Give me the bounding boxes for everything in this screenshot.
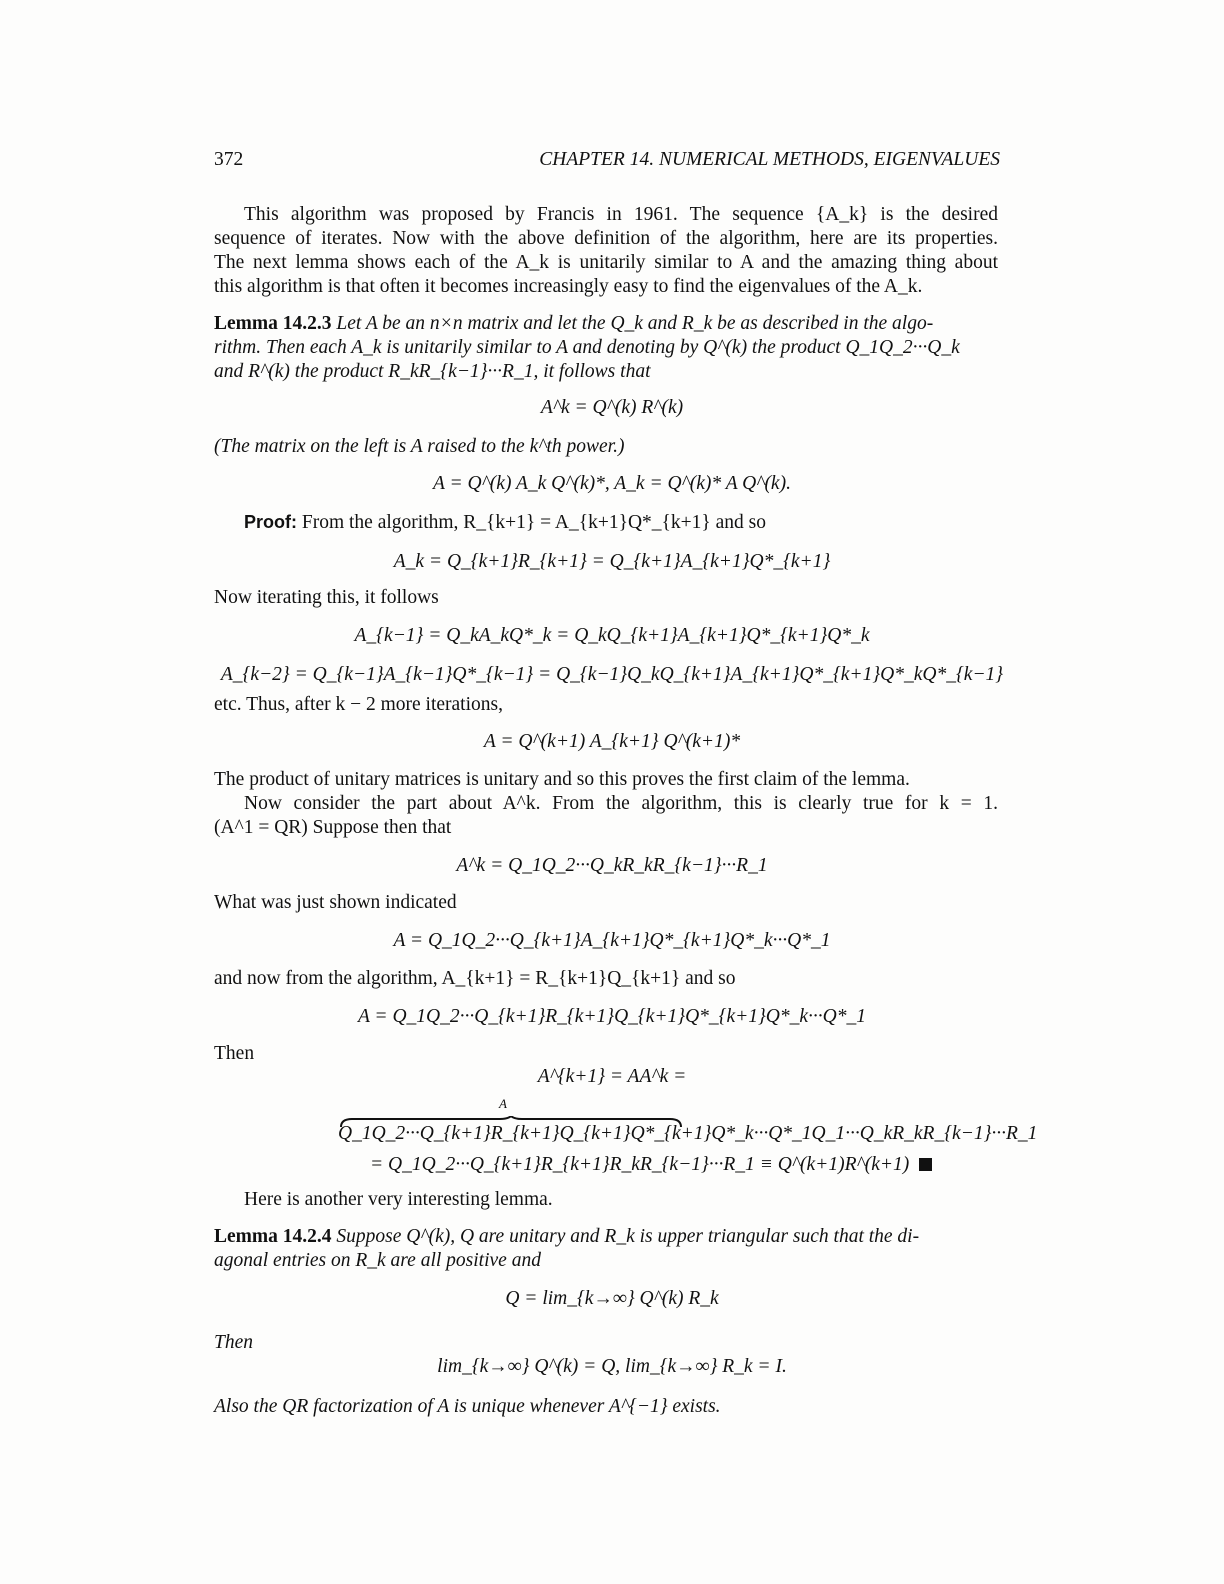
lemma-14-2-3-line3: and R^(k) the product R_kR_{k−1}···R_1, it follows that (214, 361, 651, 382)
equation-proof-6: A = Q_1Q_2···Q_{k+1}A_{k+1}Q*_{k+1}Q*_k···Q*_1 (393, 930, 831, 951)
lemma-14-2-4-line2: agonal entries on R_k are all positive and (214, 1250, 541, 1271)
proof-line1 (244, 510, 766, 535)
consider-text: Now consider the part about A^k. From the algorithm, this is clearly true for k = 1. (244, 793, 998, 814)
equation-proof-9: Q_1Q_2···Q_{k+1}R_{k+1}Q_{k+1}Q*_{k+1}Q*_k···Q*_1Q_1···Q_kR_kR_{k−1}···R_1 (338, 1123, 1038, 1144)
page-number: 372 (214, 149, 244, 170)
para1-line3: The next lemma shows each of the A_k is unitarily similar to A and the amazing thing about (214, 252, 998, 273)
lemma2-then: Then (214, 1332, 253, 1353)
algorithm-text: and now from the algorithm, A_{k+1} = R_{k+1}Q_{k+1} and so (214, 968, 736, 989)
lemma2-last: Also the QR factorization of A is unique whenever A^{−1} exists. (214, 1396, 721, 1417)
equation-proof-2: A_{k−1} = Q_kA_kQ*_k = Q_kQ_{k+1}A_{k+1}Q*_{k+1}Q*_k (354, 625, 870, 646)
lemma-note: (The matrix on the left is A raised to the k^th power.) (214, 436, 625, 457)
para1-line4: this algorithm is that often it becomes increasingly easy to find the eigenvalues of the A_k. (214, 276, 923, 297)
running-title: CHAPTER 14. NUMERICAL METHODS, EIGENVALUES (539, 149, 1000, 170)
equation-proof-7: A = Q_1Q_2···Q_{k+1}R_{k+1}Q_{k+1}Q*_{k+1}Q*_k···Q*_1 (358, 1006, 866, 1027)
equation-proof-1: A_k = Q_{k+1}R_{k+1} = Q_{k+1}A_{k+1}Q*_{k+1} (393, 551, 831, 572)
equation-proof-5: A^k = Q_1Q_2···Q_kR_kR_{k−1}···R_1 (456, 855, 768, 876)
lemma2-text: Suppose Q^(k), Q are unitary and R_k is upper triangular such that the di- (336, 1226, 920, 1247)
interlude-text: Here is another very interesting lemma. (244, 1189, 553, 1210)
para1-line1: This algorithm was proposed by Francis in 1961. The sequence {A_k} is the desired (244, 204, 998, 225)
lemma2-label: Lemma 14.2.4 (214, 1226, 332, 1247)
proof-text: From the algorithm, R_{k+1} = A_{k+1}Q*_{k+1} and so (301, 512, 767, 533)
etc-text: etc. Thus, after k − 2 more iterations, (214, 694, 503, 715)
shown-text: What was just shown indicated (214, 892, 457, 913)
suppose-text: (A^1 = QR) Suppose then that (214, 817, 452, 838)
equation-proof-8: A^{k+1} = AA^k = (537, 1066, 687, 1087)
lemma-14-2-3-line2: rithm. Then each A_k is unitarily similar to A and denoting by Q^(k) the product Q_1Q_2···Q_k (214, 337, 960, 358)
equation-proof-10: = Q_1Q_2···Q_{k+1}R_{k+1}R_kR_{k−1}···R_1 ≡ Q^(k+1)R^(k+1) (370, 1154, 910, 1175)
lemma-14-2-3-line1 (214, 312, 933, 336)
lemma-label: Lemma 14.2.3 (214, 313, 332, 334)
para1-line2: sequence of iterates. Now with the above definition of the algorithm, here are its properties. (214, 228, 998, 249)
qed-square-icon (919, 1158, 932, 1171)
brace-label: A (499, 1096, 507, 1111)
equation-proof-3: A_{k−2} = Q_{k−1}A_{k−1}Q*_{k−1} = Q_{k−1}Q_kQ_{k+1}A_{k+1}Q*_{k+1}Q*_kQ*_{k−1} (220, 664, 1004, 685)
then-text: Then (214, 1043, 255, 1064)
proof-label: Proof: (244, 512, 297, 532)
equation-lemma2-limit: Q = lim_{k→∞} Q^(k) R_k (505, 1288, 719, 1309)
equation-lemma2-conclusion: lim_{k→∞} Q^(k) = Q, lim_{k→∞} R_k = I. (437, 1356, 787, 1377)
lemma-14-2-4-line1 (214, 1225, 919, 1249)
equation-similarity: A = Q^(k) A_k Q^(k)*, A_k = Q^(k)* A Q^(k). (433, 473, 791, 494)
unitary-product-text: The product of unitary matrices is unitary and so this proves the first claim of the lemma. (214, 769, 910, 790)
equation-ak-qr: A^k = Q^(k) R^(k) (540, 397, 684, 418)
iterating-text: Now iterating this, it follows (214, 587, 439, 608)
equation-proof-4: A = Q^(k+1) A_{k+1} Q^(k+1)* (483, 731, 741, 752)
lemma-text: Let A be an n×n matrix and let the Q_k and R_k be as described in the algo- (336, 313, 934, 334)
equation-proof-10-line (370, 1153, 932, 1177)
